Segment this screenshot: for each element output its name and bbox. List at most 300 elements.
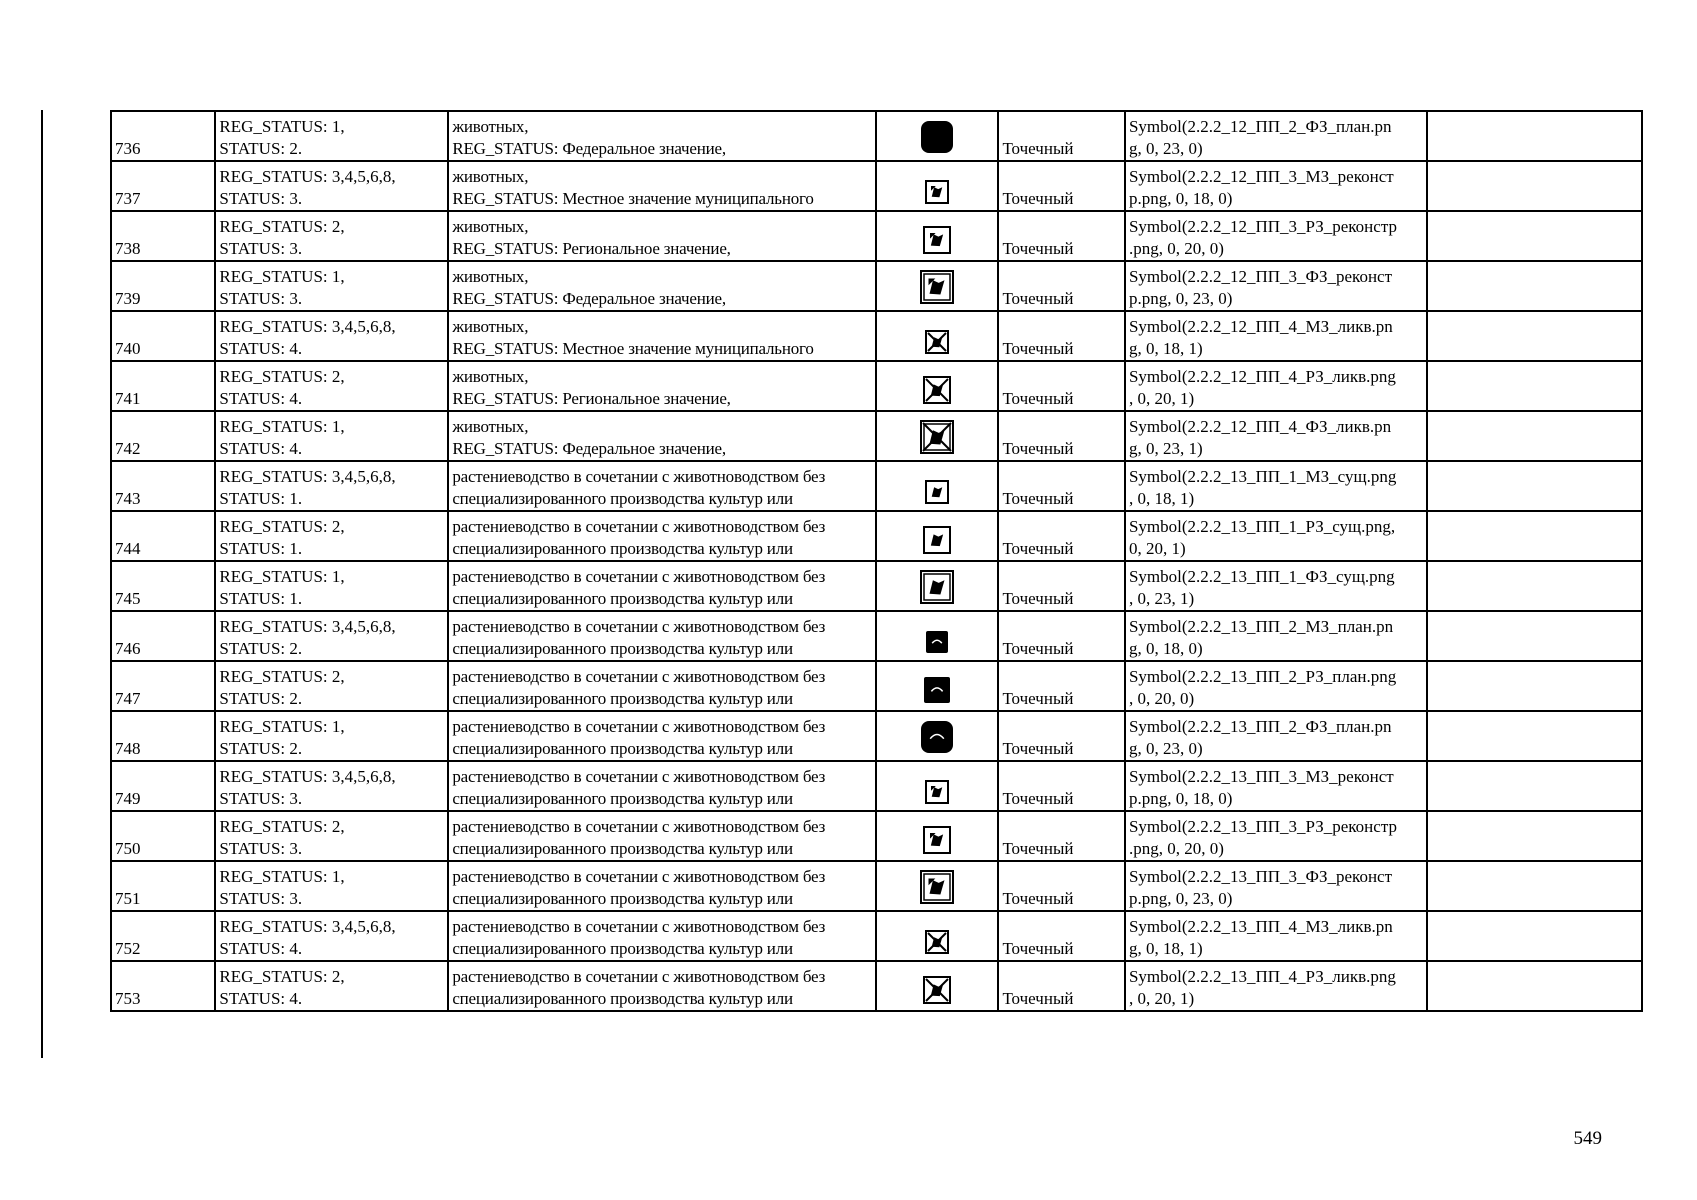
table-row — [111, 961, 1642, 1011]
description-line-2: REG_STATUS: Федеральное значение, — [452, 439, 726, 458]
symbol-expression-line-1: Symbol(2.2.2_12_ПП_4_МЗ_ликв.pn — [1128, 317, 1393, 336]
row-number: 737 — [115, 189, 141, 208]
symbol-expression-cell — [1125, 961, 1427, 1011]
row-number: 742 — [115, 439, 141, 458]
symbol-icon-cell — [876, 761, 998, 811]
table-row — [111, 111, 1642, 161]
symbol-icon-cell — [876, 311, 998, 361]
symbol-expression-line-2: g, 0, 18, 1) — [1128, 339, 1203, 358]
reg-status-code: REG_STATUS: 1, — [219, 417, 345, 436]
symbol-expression-line-2: 0, 20, 1) — [1128, 539, 1186, 558]
row-number-cell — [111, 411, 215, 461]
reg-status-code: REG_STATUS: 2, — [219, 667, 345, 686]
description-line-2: специализированного производства культур или — [452, 789, 793, 808]
reg-status-code: REG_STATUS: 3,4,5,6,8, — [219, 467, 396, 486]
table-row — [111, 461, 1642, 511]
description-cell — [448, 161, 876, 211]
mixed-farm-federal-planned-icon — [920, 720, 954, 754]
left-margin-rule — [41, 110, 43, 1058]
status-code-cell — [215, 511, 448, 561]
row-number: 748 — [115, 739, 141, 758]
symbol-expression-line-1: Symbol(2.2.2_13_ПП_1_РЗ_сущ.png, — [1128, 517, 1396, 536]
row-number: 753 — [115, 989, 141, 1008]
status-code-cell — [215, 861, 448, 911]
description-line-1: растениеводство в сочетании с животноводством без — [452, 567, 826, 586]
row-number-cell — [111, 911, 215, 961]
description-cell — [448, 911, 876, 961]
empty-cell — [1427, 311, 1642, 361]
description-line-1: животных, — [452, 117, 529, 136]
symbol-expression-cell — [1125, 811, 1427, 861]
geometry-type: Точечный — [1002, 539, 1074, 558]
mixed-farm-local-reconstruction-icon — [925, 780, 949, 804]
status-code: STATUS: 3. — [219, 239, 303, 258]
row-number-cell — [111, 761, 215, 811]
description-cell — [448, 761, 876, 811]
table-row — [111, 761, 1642, 811]
symbol-icon-cell — [876, 361, 998, 411]
symbol-expression-line-1: Symbol(2.2.2_12_ПП_4_ФЗ_ликв.pn — [1128, 417, 1392, 436]
row-number: 738 — [115, 239, 141, 258]
status-code: STATUS: 4. — [219, 389, 303, 408]
symbol-icon-cell — [876, 411, 998, 461]
status-code-cell — [215, 911, 448, 961]
empty-cell — [1427, 111, 1642, 161]
symbol-expression-line-1: Symbol(2.2.2_13_ПП_4_РЗ_ликв.png — [1128, 967, 1396, 986]
symbol-icon-cell — [876, 611, 998, 661]
symbol-icon-cell — [876, 961, 998, 1011]
row-number: 747 — [115, 689, 141, 708]
symbol-expression-cell — [1125, 261, 1427, 311]
description-line-1: растениеводство в сочетании с животноводством без — [452, 667, 826, 686]
row-number-cell — [111, 511, 215, 561]
symbol-expression-line-2: g, 0, 23, 0) — [1128, 739, 1203, 758]
empty-cell — [1427, 211, 1642, 261]
mixed-farm-local-liquidation-icon — [925, 930, 949, 954]
symbol-expression-line-1: Symbol(2.2.2_13_ПП_3_МЗ_реконст — [1128, 767, 1394, 786]
description-line-1: животных, — [452, 317, 529, 336]
symbol-icon-cell — [876, 711, 998, 761]
reg-status-code: REG_STATUS: 1, — [219, 867, 345, 886]
description-line-1: растениеводство в сочетании с животноводством без — [452, 517, 826, 536]
row-number-cell — [111, 961, 215, 1011]
description-line-1: растениеводство в сочетании с животноводством без — [452, 967, 826, 986]
symbol-expression-line-1: Symbol(2.2.2_13_ПП_1_МЗ_сущ.png — [1128, 467, 1397, 486]
status-code-cell — [215, 811, 448, 861]
row-number-cell — [111, 261, 215, 311]
table-row — [111, 161, 1642, 211]
description-cell — [448, 261, 876, 311]
table-row — [111, 911, 1642, 961]
livestock-local-reconstruction-icon — [925, 180, 949, 204]
symbol-icon-cell — [876, 911, 998, 961]
geometry-type: Точечный — [1002, 439, 1074, 458]
row-number-cell — [111, 711, 215, 761]
symbol-expression-line-1: Symbol(2.2.2_12_ПП_2_ФЗ_план.pn — [1128, 117, 1392, 136]
status-code-cell — [215, 361, 448, 411]
symbol-expression-line-1: Symbol(2.2.2_13_ПП_1_ФЗ_сущ.png — [1128, 567, 1395, 586]
symbol-expression-cell — [1125, 711, 1427, 761]
description-line-2: REG_STATUS: Региональное значение, — [452, 239, 731, 258]
status-code: STATUS: 3. — [219, 289, 303, 308]
symbol-expression-cell — [1125, 111, 1427, 161]
table-row — [111, 661, 1642, 711]
description-line-2: специализированного производства культур или — [452, 939, 793, 958]
symbol-expression-cell — [1125, 211, 1427, 261]
empty-cell — [1427, 711, 1642, 761]
reg-status-code: REG_STATUS: 3,4,5,6,8, — [219, 767, 396, 786]
table-row — [111, 711, 1642, 761]
status-code-cell — [215, 161, 448, 211]
description-line-2: специализированного производства культур или — [452, 489, 793, 508]
symbol-expression-line-1: Symbol(2.2.2_12_ПП_3_МЗ_реконст — [1128, 167, 1394, 186]
table-row — [111, 361, 1642, 411]
geometry-type-cell — [998, 661, 1124, 711]
row-number: 744 — [115, 539, 141, 558]
symbol-expression-line-1: Symbol(2.2.2_13_ПП_2_РЗ_план.png — [1128, 667, 1397, 686]
table-row — [111, 611, 1642, 661]
status-code-cell — [215, 211, 448, 261]
geometry-type: Точечный — [1002, 239, 1074, 258]
empty-cell — [1427, 561, 1642, 611]
description-line-2: специализированного производства культур или — [452, 839, 793, 858]
geometry-type-cell — [998, 561, 1124, 611]
reg-status-code: REG_STATUS: 2, — [219, 817, 345, 836]
row-number-cell — [111, 661, 215, 711]
description-cell — [448, 461, 876, 511]
description-line-1: растениеводство в сочетании с животноводством без — [452, 467, 826, 486]
geometry-type: Точечный — [1002, 189, 1074, 208]
symbol-expression-line-2: .png, 0, 20, 0) — [1128, 839, 1224, 858]
geometry-type-cell — [998, 811, 1124, 861]
row-number: 750 — [115, 839, 141, 858]
description-cell — [448, 711, 876, 761]
status-code: STATUS: 3. — [219, 839, 303, 858]
livestock-federal-reconstruction-icon — [920, 270, 954, 304]
status-code-cell — [215, 611, 448, 661]
empty-cell — [1427, 461, 1642, 511]
row-number-cell — [111, 861, 215, 911]
symbol-expression-line-2: .png, 0, 20, 0) — [1128, 239, 1224, 258]
reg-status-code: REG_STATUS: 1, — [219, 567, 345, 586]
empty-cell — [1427, 611, 1642, 661]
symbol-expression-line-2: g, 0, 23, 1) — [1128, 439, 1203, 458]
empty-cell — [1427, 861, 1642, 911]
table-row — [111, 811, 1642, 861]
empty-cell — [1427, 911, 1642, 961]
reg-status-code: REG_STATUS: 1, — [219, 117, 345, 136]
table-row — [111, 411, 1642, 461]
empty-cell — [1427, 811, 1642, 861]
description-line-1: растениеводство в сочетании с животноводством без — [452, 817, 826, 836]
geometry-type-cell — [998, 961, 1124, 1011]
description-line-2: REG_STATUS: Местное значение муниципального — [452, 189, 814, 208]
symbol-expression-cell — [1125, 511, 1427, 561]
description-line-2: REG_STATUS: Федеральное значение, — [452, 289, 726, 308]
symbol-expression-line-2: , 0, 20, 1) — [1128, 389, 1195, 408]
row-number: 743 — [115, 489, 141, 508]
geometry-type: Точечный — [1002, 139, 1074, 158]
symbol-icon-cell — [876, 111, 998, 161]
symbol-icon-cell — [876, 661, 998, 711]
geometry-type-cell — [998, 511, 1124, 561]
status-code: STATUS: 2. — [219, 639, 303, 658]
status-code-cell — [215, 711, 448, 761]
reg-status-code: REG_STATUS: 1, — [219, 717, 345, 736]
symbol-expression-line-2: p.png, 0, 23, 0) — [1128, 889, 1233, 908]
row-number: 739 — [115, 289, 141, 308]
description-line-1: животных, — [452, 267, 529, 286]
row-number: 736 — [115, 139, 141, 158]
symbol-expression-line-1: Symbol(2.2.2_12_ПП_3_ФЗ_реконст — [1128, 267, 1393, 286]
reg-status-code: REG_STATUS: 3,4,5,6,8, — [219, 617, 396, 636]
page-number: 549 — [1573, 1128, 1602, 1149]
status-code: STATUS: 2. — [219, 139, 303, 158]
livestock-federal-planned-icon — [920, 120, 954, 154]
description-cell — [448, 661, 876, 711]
symbol-expression-line-2: g, 0, 18, 0) — [1128, 639, 1203, 658]
description-cell — [448, 961, 876, 1011]
status-code-cell — [215, 261, 448, 311]
mixed-farm-federal-reconstruction-icon — [920, 870, 954, 904]
row-number-cell — [111, 461, 215, 511]
description-line-1: животных, — [452, 217, 529, 236]
symbol-expression-line-1: Symbol(2.2.2_13_ПП_3_ФЗ_реконст — [1128, 867, 1393, 886]
geometry-type-cell — [998, 911, 1124, 961]
row-number: 741 — [115, 389, 141, 408]
symbol-expression-line-1: Symbol(2.2.2_12_ПП_4_РЗ_ликв.png — [1128, 367, 1396, 386]
row-number: 746 — [115, 639, 141, 658]
status-code: STATUS: 4. — [219, 339, 303, 358]
geometry-type-cell — [998, 461, 1124, 511]
status-code: STATUS: 3. — [219, 789, 303, 808]
mixed-farm-regional-planned-icon — [923, 676, 951, 704]
geometry-type-cell — [998, 161, 1124, 211]
symbol-expression-cell — [1125, 661, 1427, 711]
description-cell — [448, 611, 876, 661]
symbol-expression-line-2: , 0, 20, 1) — [1128, 989, 1195, 1008]
status-code-cell — [215, 461, 448, 511]
symbol-expression-cell — [1125, 311, 1427, 361]
symbol-expression-cell — [1125, 561, 1427, 611]
description-line-2: REG_STATUS: Местное значение муниципального — [452, 339, 814, 358]
symbol-icon-cell — [876, 861, 998, 911]
description-line-2: специализированного производства культур или — [452, 639, 793, 658]
empty-cell — [1427, 961, 1642, 1011]
row-number-cell — [111, 811, 215, 861]
geometry-type: Точечный — [1002, 839, 1074, 858]
row-number: 745 — [115, 589, 141, 608]
status-code: STATUS: 4. — [219, 439, 303, 458]
symbol-expression-cell — [1125, 461, 1427, 511]
description-line-1: животных, — [452, 367, 529, 386]
status-code-cell — [215, 661, 448, 711]
symbol-expression-cell — [1125, 611, 1427, 661]
description-cell — [448, 311, 876, 361]
symbol-table — [110, 110, 1643, 1012]
livestock-regional-reconstruction-icon — [923, 226, 951, 254]
status-code: STATUS: 4. — [219, 939, 303, 958]
status-code: STATUS: 2. — [219, 739, 303, 758]
description-line-2: REG_STATUS: Федеральное значение, — [452, 139, 726, 158]
geometry-type: Точечный — [1002, 339, 1074, 358]
symbol-icon-cell — [876, 461, 998, 511]
geometry-type-cell — [998, 311, 1124, 361]
symbol-expression-line-1: Symbol(2.2.2_13_ПП_3_РЗ_реконстр — [1128, 817, 1397, 836]
row-number: 751 — [115, 889, 141, 908]
description-line-2: специализированного производства культур или — [452, 989, 793, 1008]
symbol-expression-line-1: Symbol(2.2.2_12_ПП_3_РЗ_реконстр — [1128, 217, 1397, 236]
description-line-2: специализированного производства культур или — [452, 689, 793, 708]
row-number: 740 — [115, 339, 141, 358]
status-code: STATUS: 1. — [219, 489, 303, 508]
livestock-federal-liquidation-icon — [920, 420, 954, 454]
symbol-expression-line-2: g, 0, 18, 1) — [1128, 939, 1203, 958]
geometry-type: Точечный — [1002, 689, 1074, 708]
description-line-1: растениеводство в сочетании с животноводством без — [452, 617, 826, 636]
geometry-type-cell — [998, 761, 1124, 811]
description-line-1: растениеводство в сочетании с животноводством без — [452, 917, 826, 936]
row-number-cell — [111, 561, 215, 611]
row-number-cell — [111, 161, 215, 211]
symbol-expression-cell — [1125, 911, 1427, 961]
description-cell — [448, 211, 876, 261]
livestock-local-liquidation-icon — [925, 330, 949, 354]
geometry-type: Точечный — [1002, 989, 1074, 1008]
table-row — [111, 211, 1642, 261]
symbol-expression-line-2: , 0, 20, 0) — [1128, 689, 1195, 708]
reg-status-code: REG_STATUS: 2, — [219, 367, 345, 386]
empty-cell — [1427, 511, 1642, 561]
row-number-cell — [111, 211, 215, 261]
geometry-type: Точечный — [1002, 889, 1074, 908]
empty-cell — [1427, 161, 1642, 211]
reg-status-code: REG_STATUS: 3,4,5,6,8, — [219, 917, 396, 936]
mixed-farm-regional-reconstruction-icon — [923, 826, 951, 854]
symbol-expression-line-2: g, 0, 23, 0) — [1128, 139, 1203, 158]
status-code: STATUS: 1. — [219, 589, 303, 608]
description-line-1: растениеводство в сочетании с животноводством без — [452, 717, 826, 736]
empty-cell — [1427, 761, 1642, 811]
reg-status-code: REG_STATUS: 3,4,5,6,8, — [219, 167, 396, 186]
empty-cell — [1427, 661, 1642, 711]
mixed-farm-local-planned-icon — [925, 630, 949, 654]
table-row — [111, 861, 1642, 911]
symbol-icon-cell — [876, 261, 998, 311]
geometry-type-cell — [998, 711, 1124, 761]
status-code-cell — [215, 561, 448, 611]
table-row — [111, 261, 1642, 311]
symbol-expression-cell — [1125, 361, 1427, 411]
reg-status-code: REG_STATUS: 2, — [219, 517, 345, 536]
livestock-regional-liquidation-icon — [923, 376, 951, 404]
geometry-type: Точечный — [1002, 289, 1074, 308]
geometry-type-cell — [998, 211, 1124, 261]
symbol-expression-line-1: Symbol(2.2.2_13_ПП_4_МЗ_ликв.pn — [1128, 917, 1393, 936]
status-code-cell — [215, 961, 448, 1011]
mixed-farm-regional-existing-icon — [923, 526, 951, 554]
row-number-cell — [111, 361, 215, 411]
geometry-type-cell — [998, 111, 1124, 161]
reg-status-code: REG_STATUS: 1, — [219, 267, 345, 286]
symbol-icon-cell — [876, 211, 998, 261]
row-number-cell — [111, 611, 215, 661]
geometry-type: Точечный — [1002, 639, 1074, 658]
table-row — [111, 511, 1642, 561]
empty-cell — [1427, 261, 1642, 311]
status-code: STATUS: 2. — [219, 689, 303, 708]
symbol-expression-line-2: p.png, 0, 18, 0) — [1128, 789, 1233, 808]
description-line-1: растениеводство в сочетании с животноводством без — [452, 867, 826, 886]
symbol-expression-cell — [1125, 161, 1427, 211]
geometry-type: Точечный — [1002, 939, 1074, 958]
geometry-type: Точечный — [1002, 789, 1074, 808]
description-line-2: специализированного производства культур или — [452, 739, 793, 758]
description-line-2: специализированного производства культур или — [452, 539, 793, 558]
geometry-type-cell — [998, 611, 1124, 661]
description-cell — [448, 511, 876, 561]
symbol-icon-cell — [876, 811, 998, 861]
symbol-expression-line-2: p.png, 0, 23, 0) — [1128, 289, 1233, 308]
description-line-2: специализированного производства культур или — [452, 889, 793, 908]
row-number: 752 — [115, 939, 141, 958]
mixed-farm-federal-existing-icon — [920, 570, 954, 604]
status-code-cell — [215, 111, 448, 161]
geometry-type-cell — [998, 261, 1124, 311]
empty-cell — [1427, 361, 1642, 411]
status-code: STATUS: 1. — [219, 539, 303, 558]
status-code-cell — [215, 311, 448, 361]
geometry-type: Точечный — [1002, 739, 1074, 758]
symbol-expression-cell — [1125, 411, 1427, 461]
row-number-cell — [111, 311, 215, 361]
symbol-icon-cell — [876, 561, 998, 611]
geometry-type: Точечный — [1002, 589, 1074, 608]
symbol-expression-line-2: , 0, 23, 1) — [1128, 589, 1195, 608]
symbol-icon-cell — [876, 511, 998, 561]
description-cell — [448, 111, 876, 161]
table-row — [111, 311, 1642, 361]
symbol-expression-line-1: Symbol(2.2.2_13_ПП_2_МЗ_план.pn — [1128, 617, 1394, 636]
description-line-2: REG_STATUS: Региональное значение, — [452, 389, 731, 408]
table-row — [111, 561, 1642, 611]
row-number: 749 — [115, 789, 141, 808]
symbol-expression-line-2: p.png, 0, 18, 0) — [1128, 189, 1233, 208]
status-code: STATUS: 4. — [219, 989, 303, 1008]
reg-status-code: REG_STATUS: 3,4,5,6,8, — [219, 317, 396, 336]
reg-status-code: REG_STATUS: 2, — [219, 967, 345, 986]
description-line-2: специализированного производства культур или — [452, 589, 793, 608]
symbol-icon-cell — [876, 161, 998, 211]
symbol-expression-line-1: Symbol(2.2.2_13_ПП_2_ФЗ_план.pn — [1128, 717, 1392, 736]
reg-status-code: REG_STATUS: 2, — [219, 217, 345, 236]
geometry-type-cell — [998, 861, 1124, 911]
description-line-1: животных, — [452, 167, 529, 186]
status-code: STATUS: 3. — [219, 189, 303, 208]
description-cell — [448, 561, 876, 611]
symbol-expression-cell — [1125, 761, 1427, 811]
geometry-type: Точечный — [1002, 489, 1074, 508]
description-cell — [448, 811, 876, 861]
description-cell — [448, 861, 876, 911]
symbol-expression-cell — [1125, 861, 1427, 911]
mixed-farm-local-existing-icon — [925, 480, 949, 504]
geometry-type-cell — [998, 411, 1124, 461]
description-line-1: растениеводство в сочетании с животноводством без — [452, 767, 826, 786]
status-code-cell — [215, 761, 448, 811]
geometry-type-cell — [998, 361, 1124, 411]
status-code: STATUS: 3. — [219, 889, 303, 908]
